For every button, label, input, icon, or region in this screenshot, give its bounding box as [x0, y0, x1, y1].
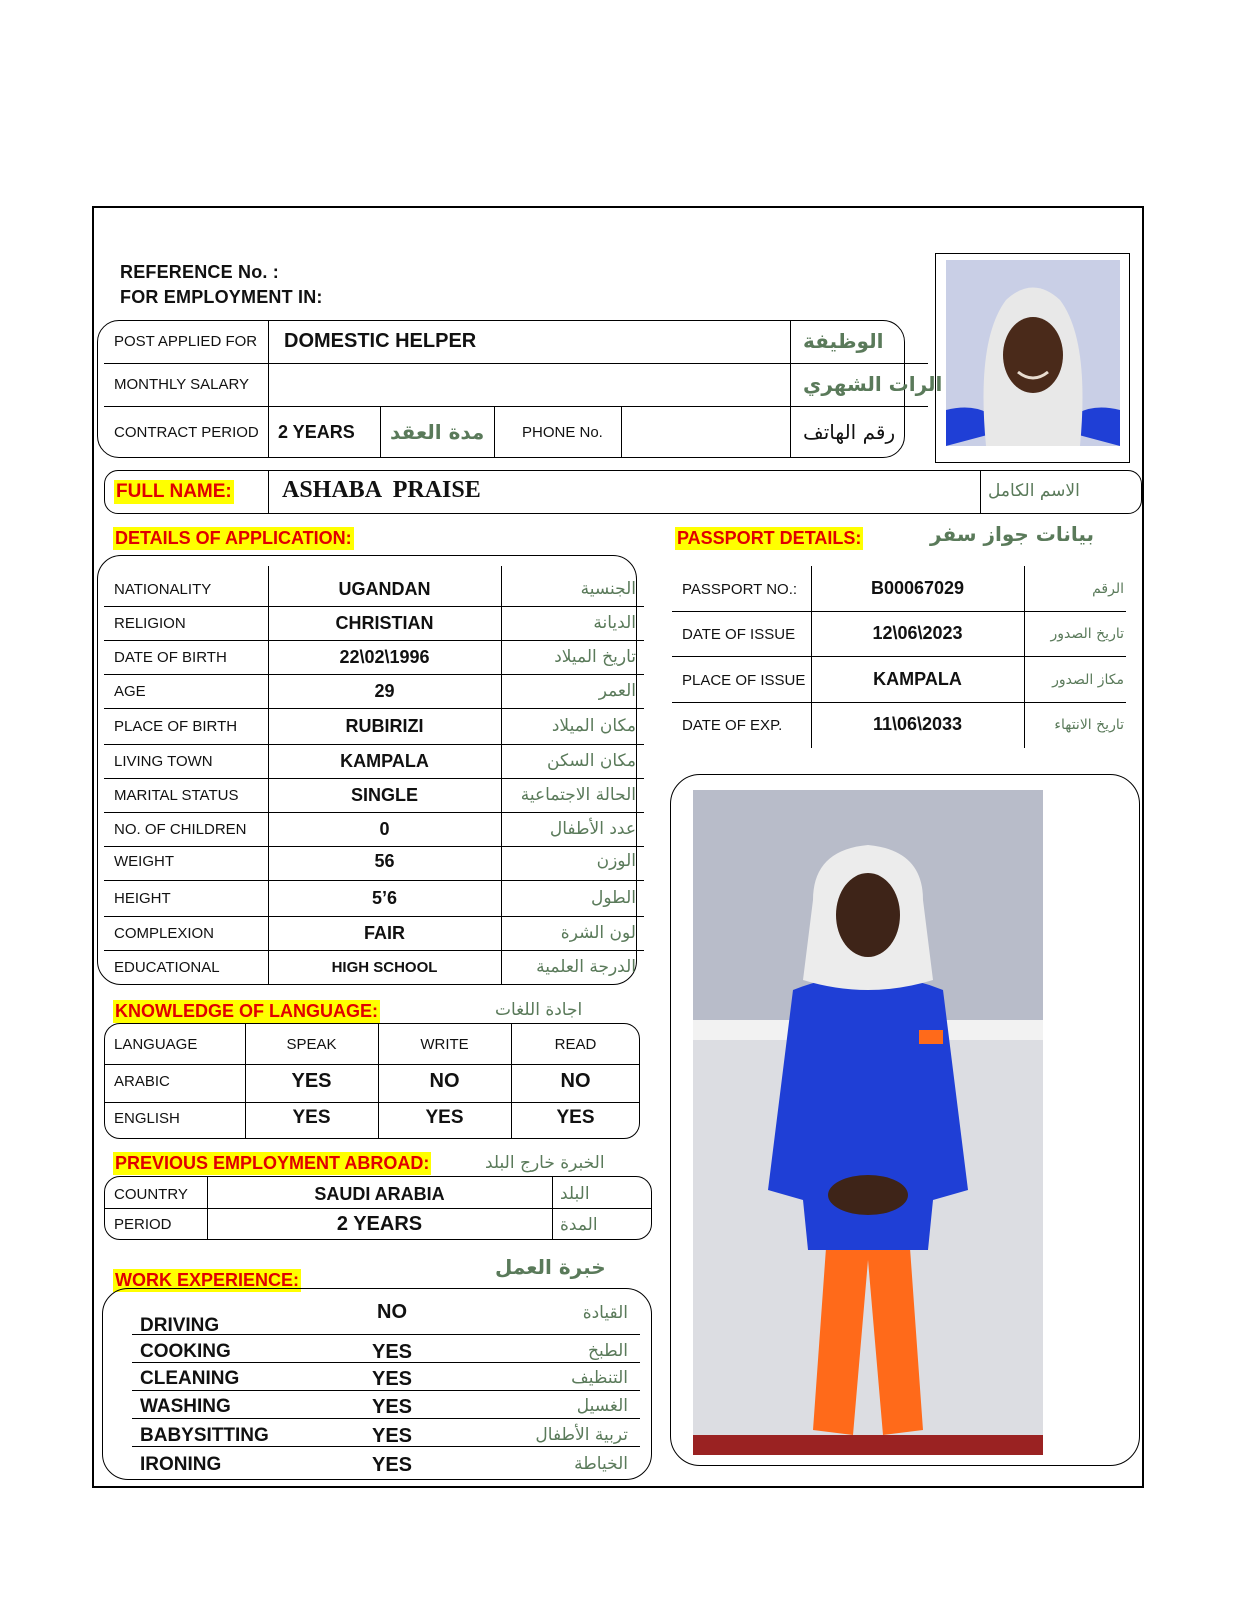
experience-heading-arabic: خبرة العمل — [495, 1255, 606, 1279]
passport-arabic: تاريخ الانتهاء — [1054, 717, 1124, 733]
details-value: 29 — [374, 681, 395, 701]
passport-arabic: الرقم — [1092, 581, 1124, 597]
details-value: RUBIRIZI — [345, 716, 424, 736]
employment-label: COUNTRY — [114, 1186, 188, 1203]
language-name: ENGLISH — [114, 1110, 180, 1127]
post-arabic: الوظيفة — [803, 329, 884, 353]
details-arabic: الطول — [591, 888, 636, 908]
details-row-divider — [104, 640, 644, 641]
experience-label: COOKING — [140, 1341, 231, 1362]
experience-value: YES — [371, 1396, 413, 1418]
language-write: NO — [429, 1070, 460, 1092]
experience-arabic: الغسيل — [576, 1396, 628, 1416]
details-value: SINGLE — [350, 785, 418, 805]
language-read: YES — [556, 1107, 595, 1128]
passport-heading: PASSPORT DETAILS: — [677, 528, 862, 548]
passport-row-divider — [672, 656, 1126, 657]
headshot-photo — [946, 260, 1120, 446]
language-read: NO — [560, 1070, 591, 1092]
passport-col-divider — [1024, 566, 1025, 748]
employment-arabic: المدة — [560, 1215, 598, 1235]
details-arabic: الدرجة العلمية — [536, 957, 636, 977]
details-row-divider — [104, 812, 644, 813]
details-row-divider — [104, 708, 644, 709]
details-arabic: عدد الأطفال — [549, 819, 636, 839]
employment-value: 2 YEARS — [336, 1213, 423, 1235]
headshot-photo-frame — [935, 253, 1130, 463]
details-row-divider — [104, 674, 644, 675]
full-name-value: ASHABA PRAISE — [282, 477, 481, 503]
language-heading: KNOWLEDGE OF LANGUAGE: — [115, 1001, 378, 1021]
contract-label: CONTRACT PERIOD — [114, 424, 259, 441]
details-arabic: الديانة — [593, 613, 636, 633]
contract-value: 2 YEARS — [278, 422, 355, 442]
details-arabic: مكان السكن — [547, 751, 636, 771]
employment-label: PERIOD — [114, 1216, 172, 1233]
details-arabic: تاريخ الميلاد — [554, 647, 636, 667]
write-header: WRITE — [420, 1036, 469, 1053]
details-label: COMPLEXION — [114, 925, 215, 942]
passport-label: PLACE OF ISSUE — [682, 672, 806, 689]
details-label: WEIGHT — [114, 853, 174, 870]
passport-value: KAMPALA — [873, 669, 962, 689]
phone-arabic: رقم الهاتف — [803, 420, 896, 444]
passport-label: DATE OF ISSUE — [682, 626, 796, 643]
employment-label: FOR EMPLOYMENT IN: — [120, 287, 323, 307]
phone-label: PHONE No. — [522, 424, 603, 441]
experience-arabic: تربية الأطفال — [535, 1425, 628, 1445]
experience-value: YES — [371, 1341, 413, 1363]
details-arabic: العمر — [598, 681, 636, 701]
details-value: 0 — [379, 819, 390, 839]
read-header: READ — [554, 1036, 597, 1053]
details-label: MARITAL STATUS — [114, 787, 239, 804]
details-value: KAMPALA — [340, 751, 429, 771]
experience-value: YES — [371, 1425, 413, 1447]
speak-header: SPEAK — [286, 1036, 337, 1053]
details-row-divider — [104, 778, 644, 779]
full-name-label: FULL NAME: — [116, 481, 232, 502]
body-photo — [693, 790, 1043, 1455]
details-row-divider — [104, 744, 644, 745]
experience-arabic: الخياطة — [574, 1454, 628, 1474]
passport-row-divider — [672, 611, 1126, 612]
details-label: PLACE OF BIRTH — [114, 718, 238, 735]
experience-value: YES — [371, 1368, 413, 1390]
details-col-divider — [501, 566, 502, 985]
passport-value: B00067029 — [870, 578, 965, 598]
employment-heading-arabic: الخبرة خارج البلد — [485, 1153, 605, 1173]
details-value: 22\02\1996 — [339, 647, 430, 667]
details-row-divider — [104, 950, 644, 951]
language-name: ARABIC — [114, 1073, 170, 1090]
reference-label: REFERENCE No. : — [120, 262, 280, 282]
experience-label: WASHING — [140, 1396, 231, 1417]
details-value: CHRISTIAN — [335, 613, 434, 633]
name-box — [104, 470, 1142, 514]
passport-arabic: مكاز الصدور — [1052, 672, 1124, 688]
passport-value: 11\06\2033 — [872, 714, 963, 734]
passport-arabic: تاريخ الصدور — [1050, 626, 1124, 642]
details-row-divider — [104, 606, 644, 607]
details-arabic: الوزن — [596, 851, 636, 871]
passport-value: 12\06\2023 — [872, 623, 963, 643]
experience-label: IRONING — [140, 1454, 222, 1475]
details-label: RELIGION — [114, 615, 186, 632]
passport-row-divider — [672, 702, 1126, 703]
employment-arabic: البلد — [560, 1184, 590, 1204]
passport-heading-arabic: بيانات جواز سفر — [930, 522, 1095, 546]
details-label: HEIGHT — [114, 890, 171, 907]
experience-label: DRIVING — [140, 1315, 220, 1336]
passport-label: PASSPORT NO.: — [682, 581, 798, 598]
details-value: 56 — [374, 851, 395, 871]
language-header: LANGUAGE — [114, 1036, 198, 1053]
passport-label: DATE OF EXP. — [682, 717, 783, 734]
post-label: POST APPLIED FOR — [114, 333, 258, 350]
details-heading: DETAILS OF APPLICATION: — [115, 528, 352, 548]
language-speak: YES — [291, 1070, 332, 1092]
salary-label: MONTHLY SALARY — [114, 376, 250, 393]
experience-value: NO — [377, 1301, 407, 1323]
details-value: HIGH SCHOOL — [331, 959, 438, 976]
details-label: LIVING TOWN — [114, 753, 213, 770]
language-write: YES — [425, 1107, 464, 1128]
experience-label: BABYSITTING — [140, 1425, 269, 1446]
experience-heading: WORK EXPERIENCE: — [115, 1270, 300, 1290]
details-row-divider — [104, 916, 644, 917]
details-row-divider — [104, 880, 644, 881]
experience-value: YES — [371, 1454, 413, 1476]
details-value: FAIR — [363, 923, 405, 943]
salary-arabic: الرات الشهري — [803, 372, 943, 396]
details-arabic: الحالة الاجتماعية — [520, 785, 636, 805]
details-label: NATIONALITY — [114, 581, 212, 598]
details-label: DATE OF BIRTH — [114, 649, 227, 666]
details-arabic: لون الشرة — [560, 923, 636, 943]
language-speak: YES — [292, 1107, 331, 1128]
post-value: DOMESTIC HELPER — [284, 330, 477, 352]
details-label: NO. OF CHILDREN — [114, 821, 247, 838]
experience-arabic: القيادة — [582, 1303, 628, 1323]
contract-arabic: مدة العقد — [390, 420, 485, 444]
employment-heading: PREVIOUS EMPLOYMENT ABROAD: — [115, 1153, 430, 1173]
details-arabic: مكان الميلاد — [551, 716, 636, 736]
details-label: EDUCATIONAL — [114, 959, 220, 976]
details-row-divider — [104, 846, 644, 847]
details-value: 5’6 — [371, 888, 398, 908]
experience-label: CLEANING — [140, 1368, 240, 1389]
details-arabic: الجنسية — [580, 579, 636, 599]
details-value: UGANDAN — [338, 579, 431, 599]
details-label: AGE — [114, 683, 146, 700]
employment-value: SAUDI ARABIA — [314, 1184, 445, 1204]
language-heading-arabic: اجادة اللغات — [495, 1000, 583, 1020]
experience-arabic: التنظيف — [571, 1368, 628, 1388]
full-name-arabic: الاسم الكامل — [988, 481, 1080, 501]
experience-arabic: الطبخ — [588, 1341, 628, 1361]
